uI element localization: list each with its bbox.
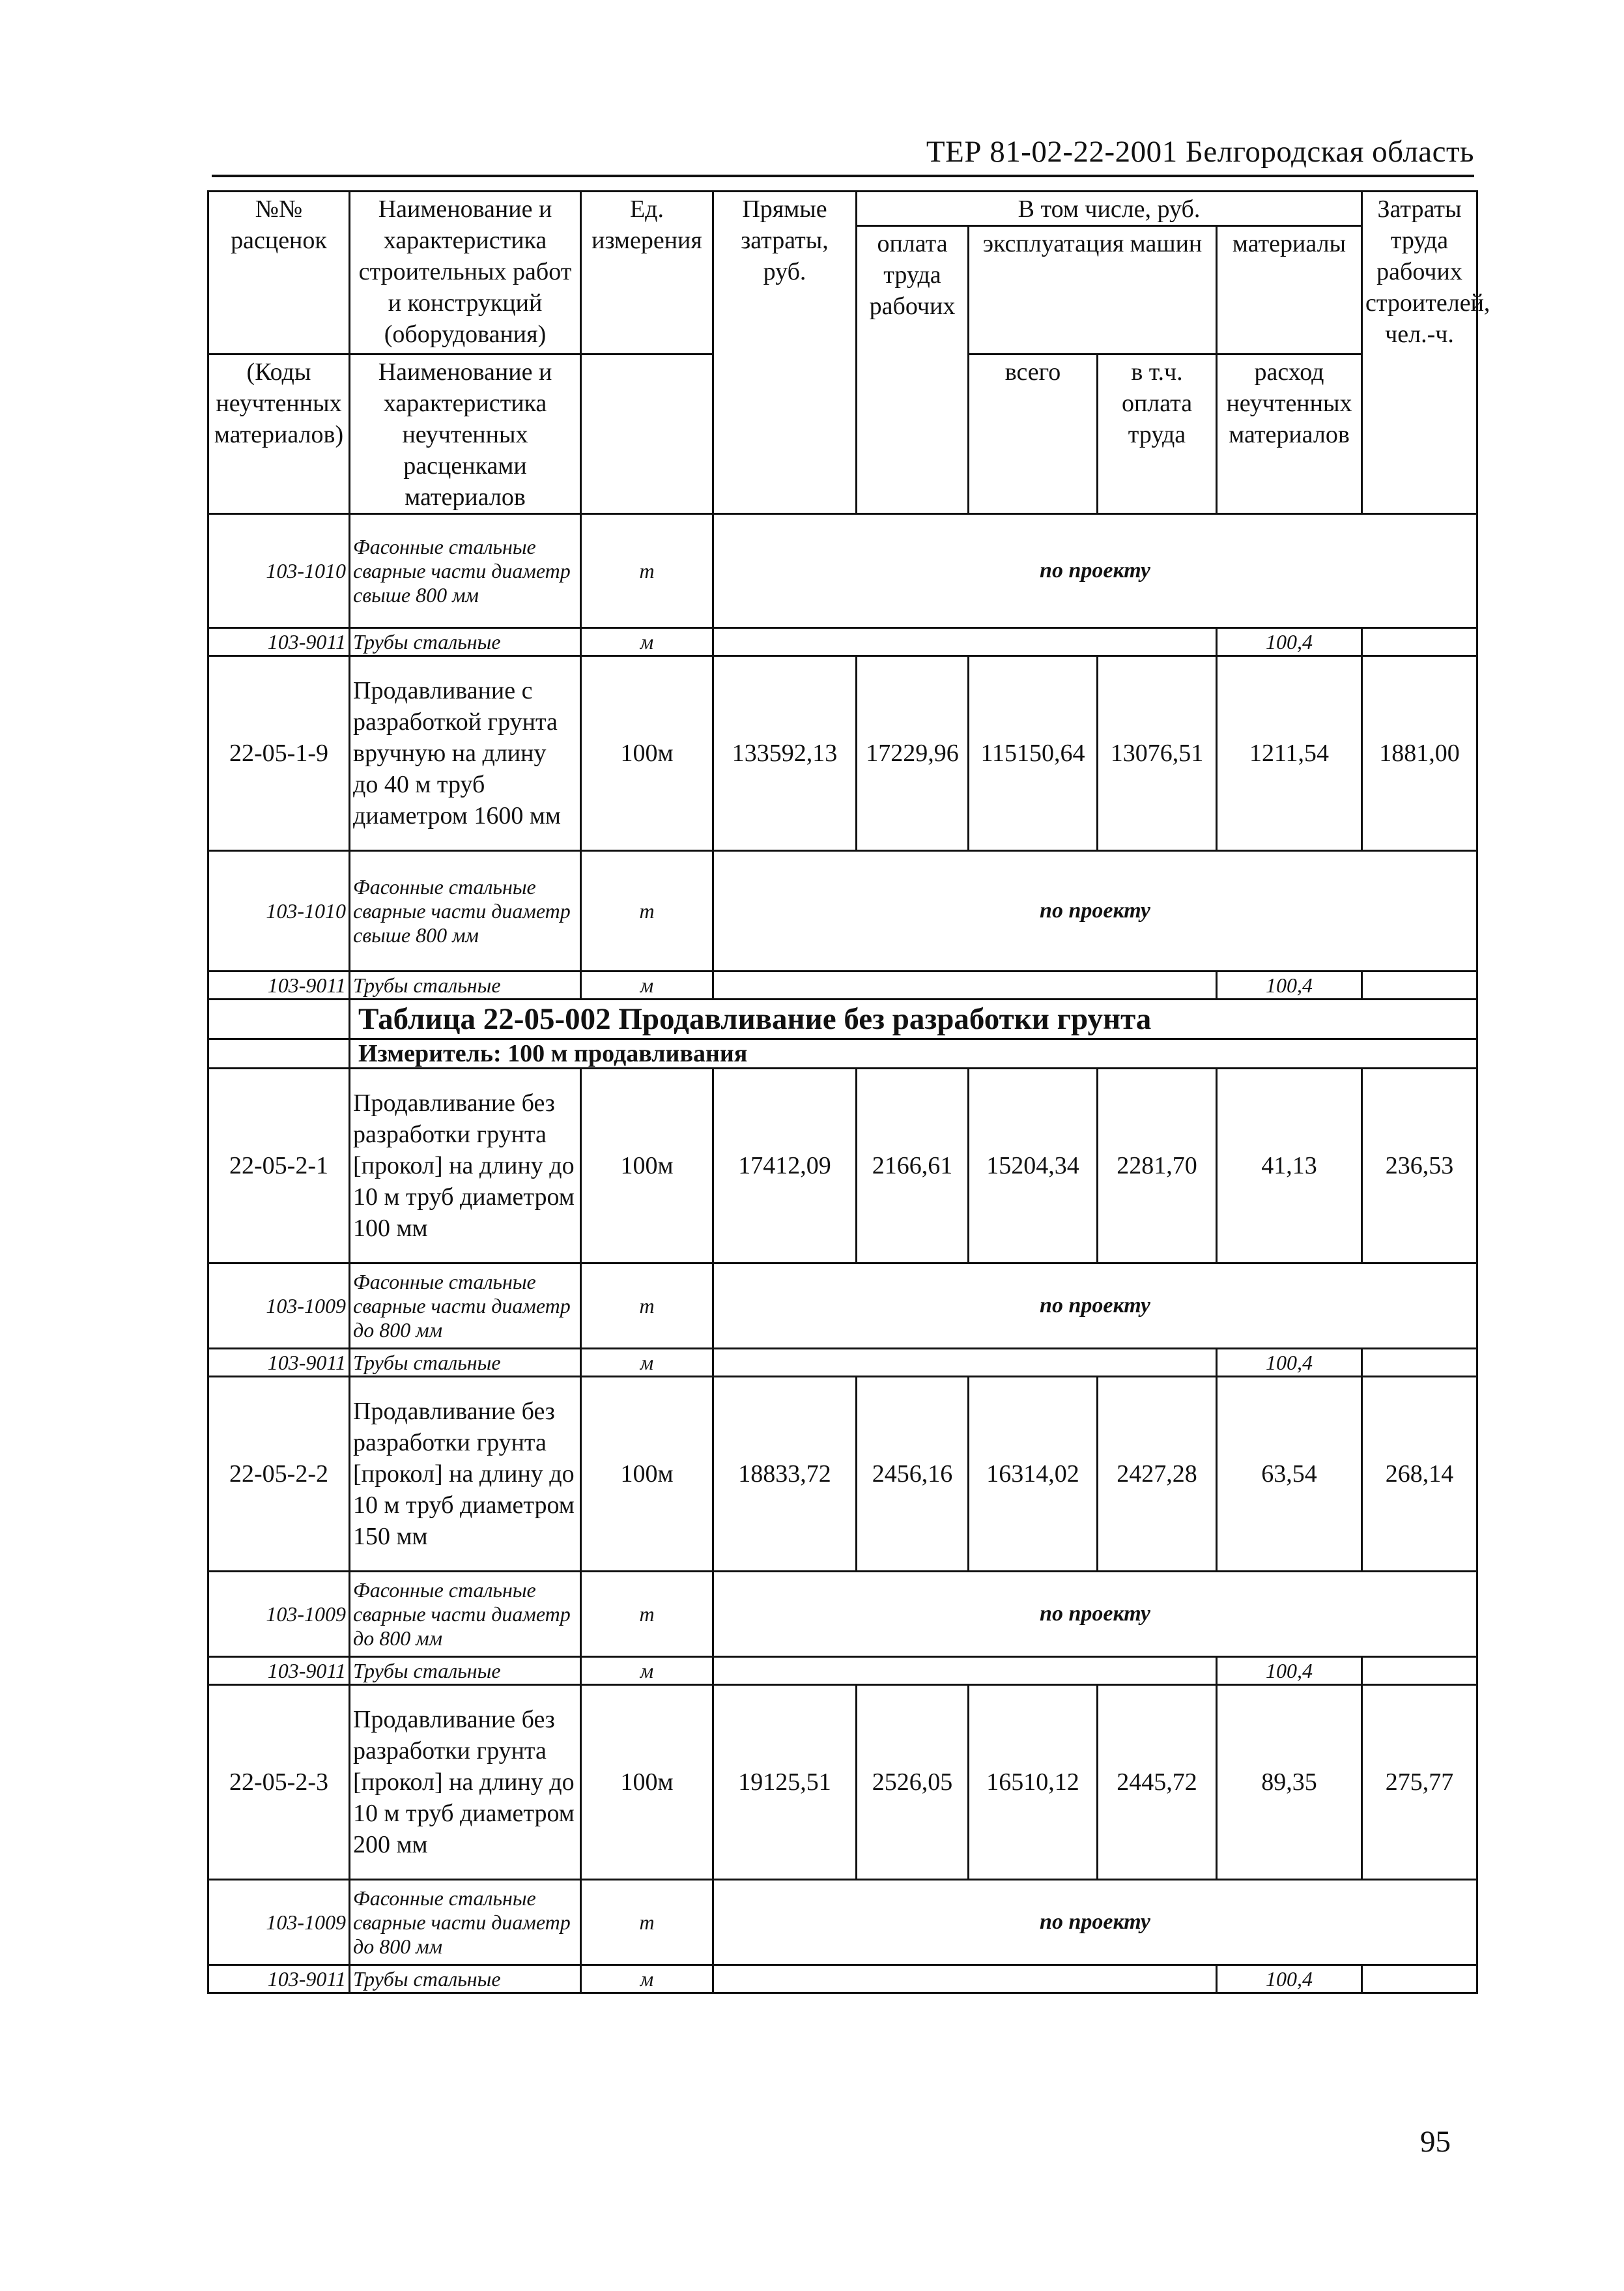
per-project-note: по проекту (713, 1263, 1477, 1349)
machines-labor-pay: 2281,70 (1098, 1069, 1217, 1263)
col-header-empty (581, 354, 713, 514)
material-unit: т (581, 1880, 713, 1965)
table-title: Таблица 22-05-002 Продавливание без разработки грунта (350, 1000, 1477, 1039)
fitting-row (208, 851, 1477, 972)
material-name: Фасонные стальные сварные части диаметр до 800 мм (350, 1263, 581, 1349)
material-code: 103-9011 (208, 628, 350, 656)
rate-unit: 100м (581, 1685, 713, 1880)
rate-code: 22-05-2-2 (208, 1377, 350, 1572)
per-project-note: по проекту (713, 1880, 1477, 1965)
machines-total: 16314,02 (969, 1377, 1098, 1572)
empty-cell (1362, 1657, 1477, 1685)
labor-pay: 2166,61 (857, 1069, 969, 1263)
material-qty: 100,4 (1217, 972, 1362, 1000)
material-name: Фасонные стальные сварные части диаметр до 800 мм (350, 1572, 581, 1657)
material-code: 103-1009 (208, 1263, 350, 1349)
material-qty: 100,4 (1217, 1349, 1362, 1377)
rate-code: 22-05-1-9 (208, 656, 350, 851)
empty-cell (713, 628, 1217, 656)
col-header-incl: В том числе, руб. (857, 192, 1362, 226)
fitting-row (208, 1880, 1477, 1965)
labor-hours: 275,77 (1362, 1685, 1477, 1880)
rate-name: Продавливание без разработки грунта [прокол] на длину до 10 м труб диаметром 150 мм (350, 1377, 581, 1572)
material-name: Трубы стальные (350, 1965, 581, 1993)
col-header-name2: Наименование и характеристика неучтенных расценками материалов (350, 354, 581, 514)
material-unit: т (581, 514, 713, 628)
col-header-direct: Прямые затраты, руб. (713, 192, 857, 514)
direct-costs: 133592,13 (713, 656, 857, 851)
labor-pay: 2526,05 (857, 1685, 969, 1880)
rate-row (208, 1069, 1477, 1263)
labor-pay: 2456,16 (857, 1377, 969, 1572)
rate-unit: 100м (581, 1377, 713, 1572)
empty-cell (208, 1039, 350, 1069)
material-code: 103-9011 (208, 972, 350, 1000)
material-unit: т (581, 1263, 713, 1349)
direct-costs: 19125,51 (713, 1685, 857, 1880)
materials-cost: 1211,54 (1217, 656, 1362, 851)
materials-cost: 63,54 (1217, 1377, 1362, 1572)
labor-hours: 1881,00 (1362, 656, 1477, 851)
rate-code: 22-05-2-3 (208, 1685, 350, 1880)
col-header-labor-hours: Затраты труда рабочих строителей, чел.-ч. (1362, 192, 1477, 514)
col-header-unit: Ед. измерения (581, 192, 713, 354)
empty-cell (1362, 1965, 1477, 1993)
table-measure: Измеритель: 100 м продавливания (350, 1039, 1477, 1069)
material-name: Трубы стальные (350, 1349, 581, 1377)
col-header-mach-pay: в т.ч. оплата труда (1098, 354, 1217, 514)
material-code: 103-1009 (208, 1880, 350, 1965)
material-qty: 100,4 (1217, 628, 1362, 656)
fitting-row (208, 1572, 1477, 1657)
rates-table-wrapper (207, 190, 1490, 1994)
pipe-row (208, 972, 1477, 1000)
direct-costs: 18833,72 (713, 1377, 857, 1572)
machines-labor-pay: 13076,51 (1098, 656, 1217, 851)
material-unit: м (581, 1349, 713, 1377)
header-row-1 (208, 192, 1477, 226)
col-header-machines: эксплуатация машин (969, 226, 1217, 354)
material-code: 103-9011 (208, 1657, 350, 1685)
fitting-row (208, 514, 1477, 628)
machines-labor-pay: 2445,72 (1098, 1685, 1217, 1880)
pipe-row (208, 1965, 1477, 1993)
table-title-row (208, 1000, 1477, 1039)
per-project-note: по проекту (713, 514, 1477, 628)
rate-name: Продавливание без разработки грунта [прокол] на длину до 10 м труб диаметром 200 мм (350, 1685, 581, 1880)
material-unit: м (581, 1657, 713, 1685)
empty-cell (713, 1965, 1217, 1993)
rate-unit: 100м (581, 656, 713, 851)
rate-code: 22-05-2-1 (208, 1069, 350, 1263)
document-title: ТЕР 81-02-22-2001 Белгородская область (926, 135, 1474, 169)
direct-costs: 17412,09 (713, 1069, 857, 1263)
table-body (208, 192, 1490, 1993)
per-project-note: по проекту (713, 1572, 1477, 1657)
col-header-materials: материалы (1217, 226, 1362, 354)
material-unit: м (581, 1965, 713, 1993)
empty-cell (713, 1657, 1217, 1685)
pipe-row (208, 1657, 1477, 1685)
material-code: 103-9011 (208, 1349, 350, 1377)
material-name: Трубы стальные (350, 1657, 581, 1685)
material-name: Трубы стальные (350, 972, 581, 1000)
material-name: Фасонные стальные сварные части диаметр до 800 мм (350, 1880, 581, 1965)
rate-row (208, 656, 1477, 851)
rates-table (207, 190, 1490, 1994)
labor-hours: 268,14 (1362, 1377, 1477, 1572)
material-code: 103-1010 (208, 514, 350, 628)
page-header (212, 129, 1474, 177)
col-header-labor-pay: оплата труда рабочих (857, 226, 969, 514)
material-unit: т (581, 851, 713, 972)
material-unit: м (581, 972, 713, 1000)
col-header-code2: (Коды неучтенных материалов) (208, 354, 350, 514)
material-code: 103-1009 (208, 1572, 350, 1657)
material-name: Фасонные стальные сварные части диаметр свыше 800 мм (350, 851, 581, 972)
rate-row (208, 1685, 1477, 1880)
labor-pay: 17229,96 (857, 656, 969, 851)
material-unit: м (581, 628, 713, 656)
measure-row (208, 1039, 1477, 1069)
material-name: Трубы стальные (350, 628, 581, 656)
empty-cell (1362, 1349, 1477, 1377)
col-header-code: №№ расценок (208, 192, 350, 354)
rate-unit: 100м (581, 1069, 713, 1263)
rate-row (208, 1377, 1477, 1572)
empty-cell (208, 1000, 350, 1039)
material-name: Фасонные стальные сварные части диаметр свыше 800 мм (350, 514, 581, 628)
empty-cell (713, 1349, 1217, 1377)
empty-cell (713, 972, 1217, 1000)
materials-cost: 89,35 (1217, 1685, 1362, 1880)
machines-total: 115150,64 (969, 656, 1098, 851)
pipe-row (208, 628, 1477, 656)
rate-name: Продавливание с разработкой грунта вручную на длину до 40 м труб диаметром 1600 мм (350, 656, 581, 851)
empty-cell (1362, 972, 1477, 1000)
labor-hours: 236,53 (1362, 1069, 1477, 1263)
machines-total: 15204,34 (969, 1069, 1098, 1263)
material-unit: т (581, 1572, 713, 1657)
col-header-mat-use: расход неучтенных материалов (1217, 354, 1362, 514)
col-header-name: Наименование и характеристика строительных работ и конструкций (оборудования) (350, 192, 581, 354)
machines-total: 16510,12 (969, 1685, 1098, 1880)
material-code: 103-1010 (208, 851, 350, 972)
page-number: 95 (1420, 2125, 1451, 2159)
per-project-note: по проекту (713, 851, 1477, 972)
col-header-mach-total: всего (969, 354, 1098, 514)
machines-labor-pay: 2427,28 (1098, 1377, 1217, 1572)
material-qty: 100,4 (1217, 1657, 1362, 1685)
empty-cell (1362, 628, 1477, 656)
material-qty: 100,4 (1217, 1965, 1362, 1993)
materials-cost: 41,13 (1217, 1069, 1362, 1263)
rate-name: Продавливание без разработки грунта [прокол] на длину до 10 м труб диаметром 100 мм (350, 1069, 581, 1263)
fitting-row (208, 1263, 1477, 1349)
pipe-row (208, 1349, 1477, 1377)
material-code: 103-9011 (208, 1965, 350, 1993)
